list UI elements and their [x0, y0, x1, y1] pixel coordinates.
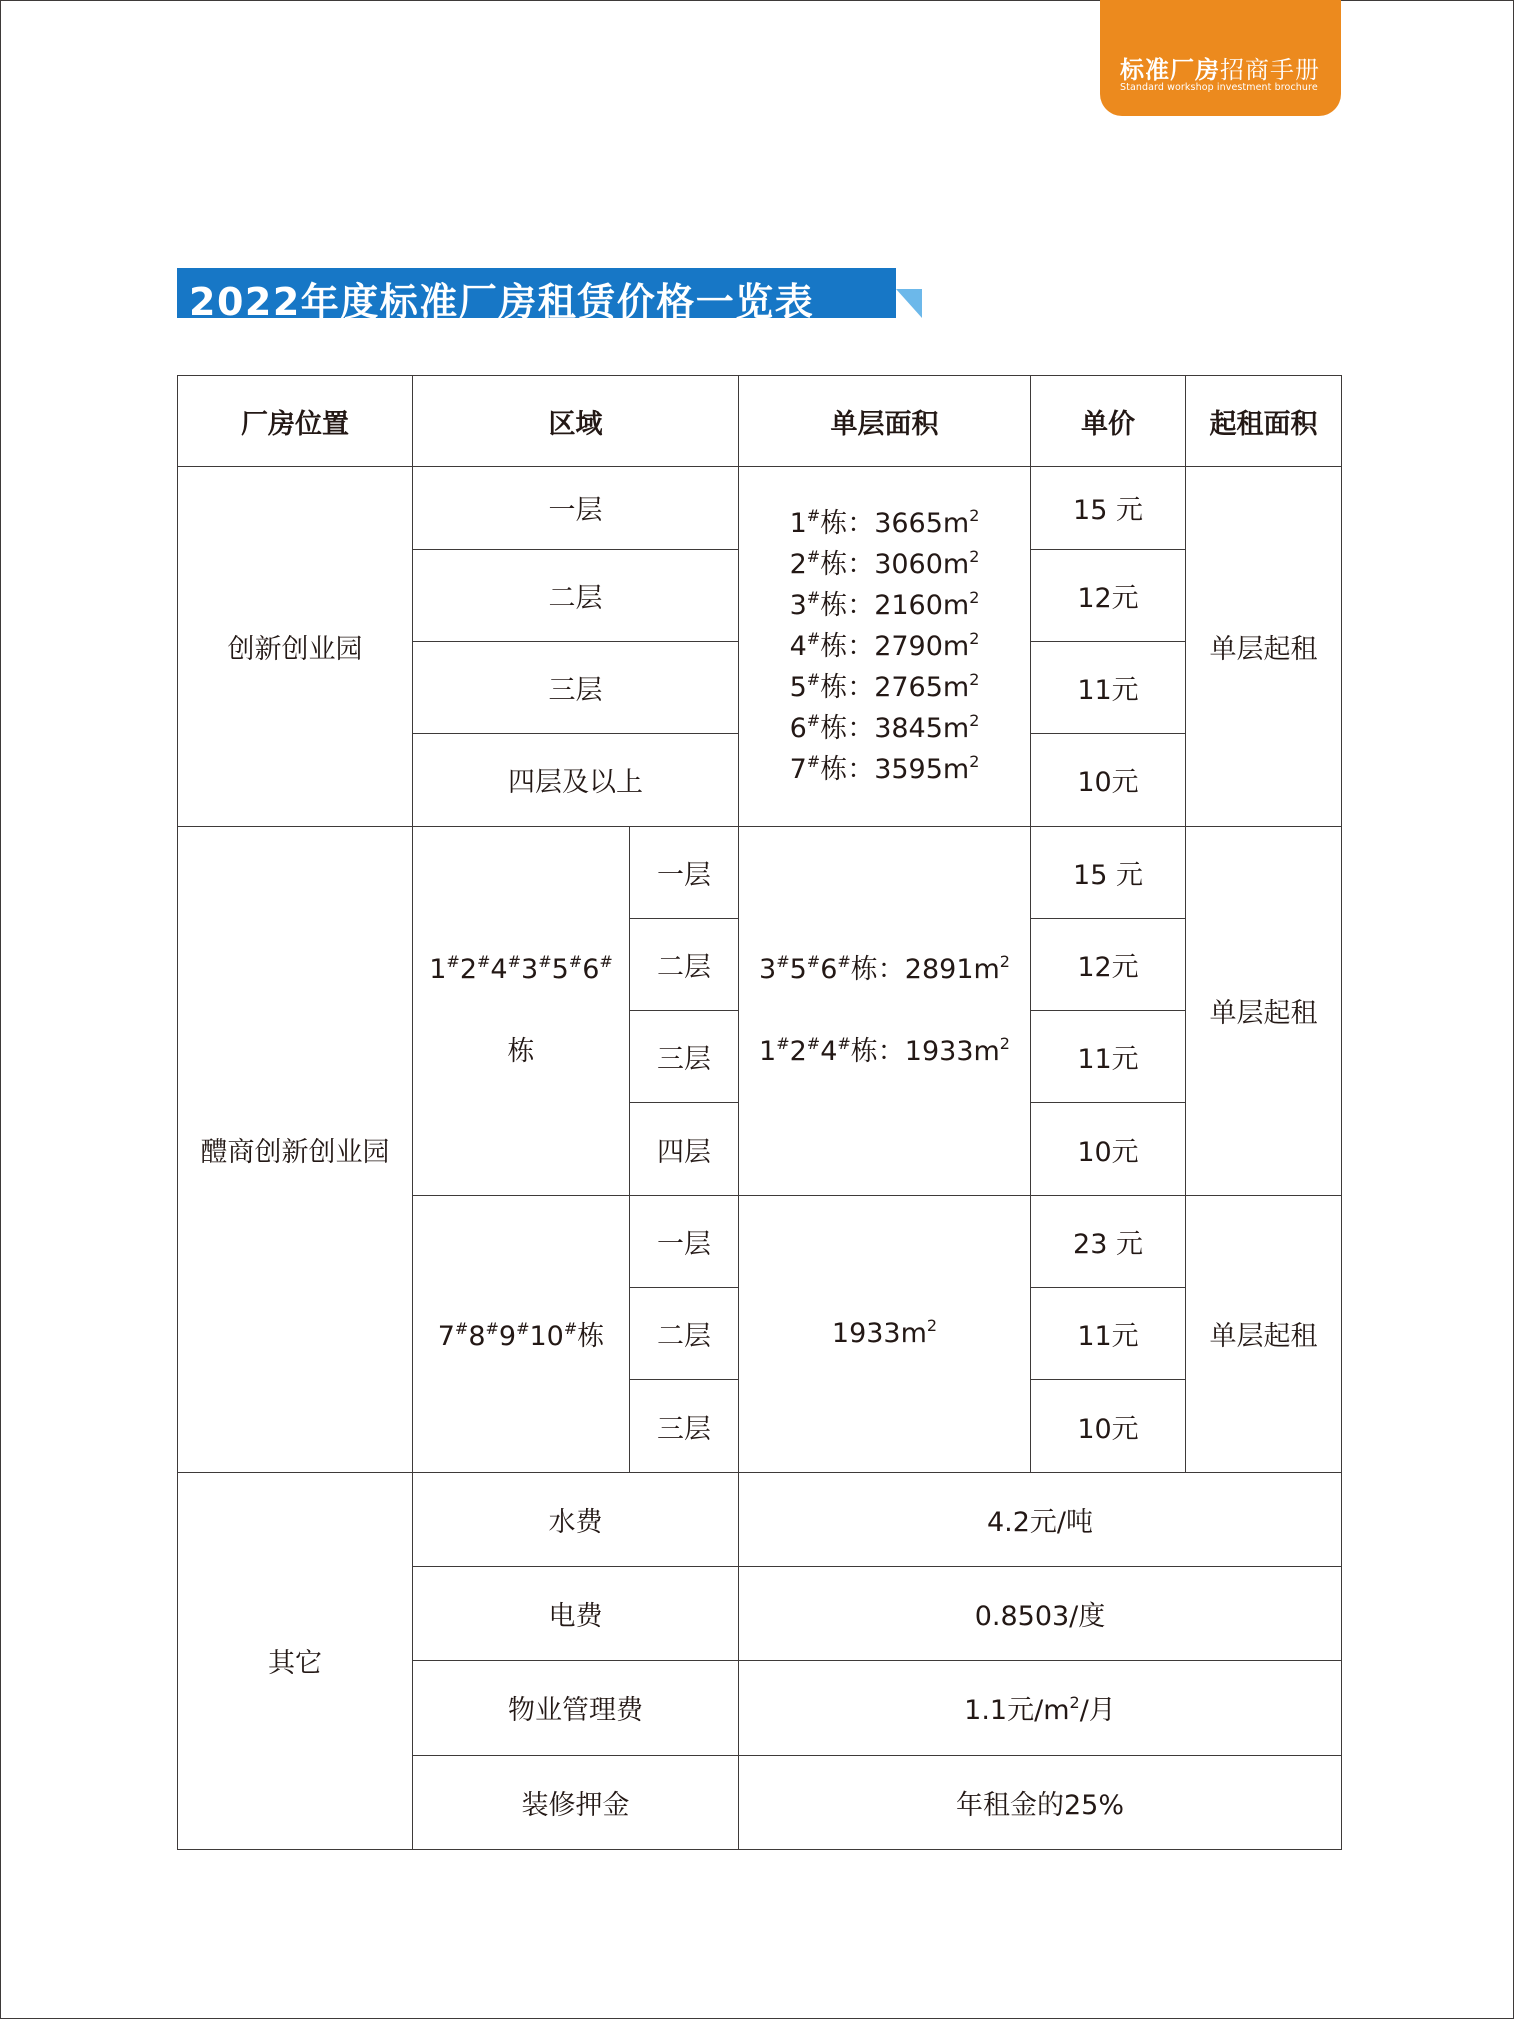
- park2-group1-floor-1: 一层: [630, 826, 739, 918]
- park2-group2-min-rent: 单层起租: [1186, 1195, 1342, 1472]
- park2-name: 醴商创新创业园: [178, 826, 413, 1472]
- park1-building-area: 4#栋：$2790m^2$: [789, 628, 980, 662]
- park2-group1-area-b: 1#2#4#栋：$1933m^2$: [759, 1033, 1010, 1067]
- other-water-label: 水费: [413, 1472, 739, 1566]
- park2-group1-buildings-line2: 栋: [507, 1035, 535, 1067]
- col-header-zone: 区域: [413, 376, 739, 467]
- park2-group1-area-a: 3#5#6#栋：$2891m^2$: [759, 951, 1010, 985]
- park2-group1-buildings: [413, 826, 630, 1195]
- park2-group2-price-1: 23 元: [1031, 1195, 1186, 1287]
- table-row: [178, 1472, 1342, 1566]
- other-name: 其它: [178, 1472, 413, 1849]
- park2-group1-floor-3: 三层: [630, 1011, 739, 1103]
- park1-building-area: 2#栋：$3060m^2$: [789, 546, 980, 580]
- park2-group2-price-2: 11元: [1031, 1288, 1186, 1380]
- park1-floor-3: 三层: [413, 641, 739, 733]
- price-table: [177, 375, 1342, 1850]
- park1-price-1: 15 元: [1031, 467, 1186, 549]
- park2-group1-price-4: 10元: [1031, 1103, 1186, 1195]
- park2-group1-area: [739, 826, 1031, 1195]
- park1-price-3: 11元: [1031, 641, 1186, 733]
- park2-group1-floor-4: 四层: [630, 1103, 739, 1195]
- park1-min-rent: 单层起租: [1186, 467, 1342, 826]
- col-header-location: 厂房位置: [178, 376, 413, 467]
- other-water-value: 4.2元/吨: [739, 1472, 1342, 1566]
- park1-floor-2: 二层: [413, 549, 739, 641]
- park1-floor-1: 一层: [413, 467, 739, 549]
- park2-group1-min-rent: 单层起租: [1186, 826, 1342, 1195]
- other-electric-value: 0.8503/度: [739, 1567, 1342, 1661]
- park2-group1-buildings-line1: 1#2#4#3#5#6#: [429, 951, 613, 985]
- park2-group2-floor-1: 一层: [630, 1195, 739, 1287]
- park1-building-area: 7#栋：$3595m^2$: [789, 751, 980, 785]
- park2-group1-price-2: 12元: [1031, 918, 1186, 1010]
- park2-group1-price-3: 11元: [1031, 1011, 1186, 1103]
- park1-price-2: 12元: [1031, 549, 1186, 641]
- other-deposit-value: 年租金的25%: [739, 1755, 1342, 1849]
- col-header-unit-price: 单价: [1031, 376, 1186, 467]
- park1-floor-4: 四层及以上: [413, 734, 739, 826]
- park2-group1-floor-2: 二层: [630, 918, 739, 1010]
- park1-building-area: 5#栋：$2765m^2$: [789, 669, 980, 703]
- table-row: [178, 467, 1342, 549]
- park1-building-area: 6#栋：$3845m^2$: [789, 710, 980, 744]
- other-deposit-label: 装修押金: [413, 1755, 739, 1849]
- park1-building-area: 3#栋：$2160m^2$: [789, 587, 980, 621]
- other-property-value: 1.1元$/m^2/$月: [739, 1661, 1342, 1755]
- park2-group1-price-1: 15 元: [1031, 826, 1186, 918]
- park2-group2-area: $1933m^2$: [739, 1195, 1031, 1472]
- park2-group2-buildings: 7#8#9#10#栋: [413, 1195, 630, 1472]
- park1-name: 创新创业园: [178, 467, 413, 826]
- table-header-row: [178, 376, 1342, 467]
- title-decoration: [896, 289, 922, 318]
- park2-group2-floor-3: 三层: [630, 1380, 739, 1472]
- park1-area-list: [739, 467, 1031, 826]
- section-title-bar: [177, 268, 896, 324]
- brochure-header-tab: [1100, 0, 1341, 116]
- col-header-min-rent-area: 起租面积: [1186, 376, 1342, 467]
- col-header-floor-area: 单层面积: [739, 376, 1031, 467]
- other-property-label: 物业管理费: [413, 1661, 739, 1755]
- park2-group2-price-3: 10元: [1031, 1380, 1186, 1472]
- park2-group2-floor-2: 二层: [630, 1288, 739, 1380]
- park1-price-4: 10元: [1031, 734, 1186, 826]
- brochure-subtitle: Standard workshop investment brochure: [1120, 82, 1318, 93]
- table-row: [178, 826, 1342, 918]
- park1-building-area: 1#栋：$3665m^2$: [789, 505, 980, 539]
- brochure-title: 标准厂房招商手册: [1120, 56, 1320, 84]
- section-title: 2022年度标准厂房租赁价格一览表: [189, 280, 815, 324]
- other-electric-label: 电费: [413, 1567, 739, 1661]
